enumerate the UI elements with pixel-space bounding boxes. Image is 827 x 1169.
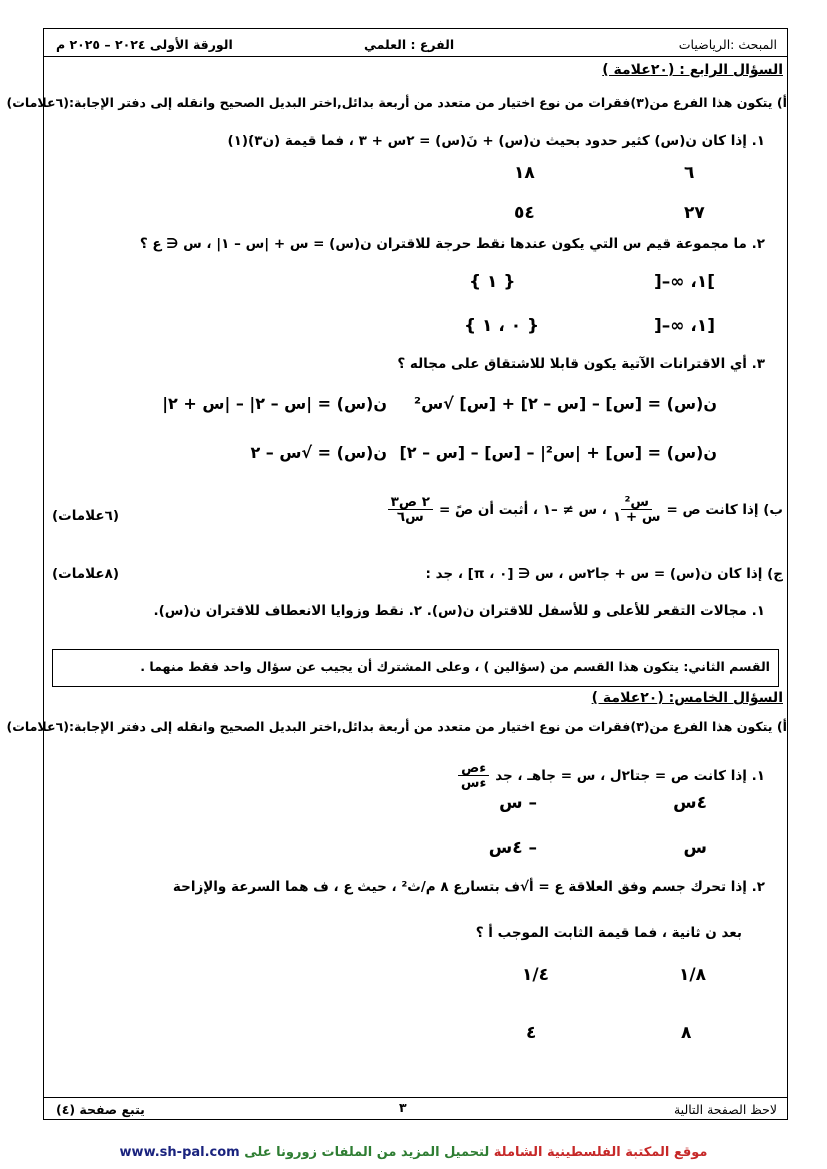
- q4-item1-stem: ١. إذا كان ن(س) كثير حدود بحيث ن(س) + نَ(س) = ٢س + ٣ ، فما قيمة (ن٣)َ(١): [227, 133, 765, 149]
- deriv-denominator: ءس: [460, 775, 487, 792]
- q4-part-c-subitems: ١. مجالات التقعر للأعلى و للأسفل للاقتران ن(س). ٢. نقط وزوايا الانعطاف للاقتران ن(س).: [153, 603, 765, 619]
- q4-item2-opt-c: ]–∞ ،١]: [654, 316, 715, 336]
- footer-divider: [44, 1097, 787, 1098]
- continue-note: يتبع صفحة (٤): [56, 1102, 145, 1117]
- site-url[interactable]: www.sh-pal.com: [119, 1145, 240, 1160]
- q4-item2-opt-d: { ٠ ، ١ }: [464, 316, 540, 336]
- q4-item2-opt-b: { ١ }: [469, 272, 516, 292]
- site-footer: [0, 1145, 827, 1160]
- exam-page: [6, 28, 788, 1120]
- q5-item2-stem1: ٢. إذا تحرك جسم وفق العلاقة ع = أ√ف بتسارع ٨ م/ث² ، حيث ع ، ف هما السرعة والإزاحة: [172, 879, 765, 895]
- frac2-denominator: س٦: [396, 509, 424, 526]
- subject-label: المبحث :الرياضيات: [678, 37, 777, 52]
- next-page-note: لاحظ الصفحة التالية: [673, 1102, 777, 1117]
- q4-part-b-frac2: [388, 495, 433, 524]
- q5-item2-stem2: بعد ن ثانية ، فما قيمة الثابت الموجب أ ؟: [475, 925, 742, 941]
- q4-part-c-marks: (٨علامات): [52, 566, 120, 582]
- paper-label: الورقة الأولى ٢٠٢٤ – ٢٠٢٥ م: [56, 37, 233, 52]
- q4-item3-opt-d: ن(س) = √س – ٢: [250, 443, 387, 462]
- branch-label: الفرع : العلمي: [364, 37, 455, 52]
- q4-part-a: أ) يتكون هذا الفرع من(٣)فقرات من نوع اختيار من متعدد من أربعة بدائل,اختر البديل الصحيح وانقله إلى دفتر الإجابة:(٦علامات): [6, 95, 787, 110]
- q4-part-b: [388, 495, 783, 524]
- q4-item3-opt-a: ن(س) = [س] – [س – ٢] + [س] √س²: [414, 394, 717, 413]
- download-text: لتحميل المزيد من الملفات زورونا على: [244, 1145, 490, 1160]
- q5-item2-opt-d: ٤: [526, 1023, 537, 1043]
- deriv-numerator: ءص: [458, 761, 489, 776]
- q5-item1: [458, 761, 765, 790]
- q5-item1-opt-d: – ٤س: [488, 838, 537, 858]
- q5-item1-stem: ١. إذا كانت ص = جتا٢ل ، س = جاهـ ، جد: [495, 767, 765, 784]
- page-number: ٣: [399, 1100, 407, 1115]
- q4-item1-opt-d: ٥٤: [514, 203, 535, 223]
- q5-part-a: أ) يتكون هذا الفرع من(٣)فقرات من نوع اختيار من متعدد من أربعة بدائل,اختر البديل الصحيح وانقله إلى دفتر الإجابة:(٦علامات): [6, 719, 787, 734]
- q4-title: السؤال الرابع : (٢٠علامة ): [602, 62, 783, 78]
- q4-part-b-frac1: [613, 495, 661, 524]
- frac1-numerator: س²: [621, 495, 652, 510]
- q5-item2-opt-b: ١/٤: [522, 965, 549, 985]
- q4-item3-stem: ٣. أي الاقترانات الآتية يكون قابلا للاشتقاق على مجاله ؟: [397, 356, 765, 372]
- frac1-denominator: س + ١: [612, 509, 661, 526]
- q4-item1-opt-c: ٢٧: [684, 203, 705, 223]
- section2-note: القسم الثاني: يتكون هذا القسم من (سؤالين ) ، وعلى المشترك أن يجيب عن سؤال واحد فقط منهما .: [140, 659, 770, 674]
- q4-item2-opt-a: ]–∞ ،١[: [654, 272, 715, 292]
- frac2-numerator: ٢ ص٣: [388, 495, 433, 510]
- q4-item1-opt-b: ١٨: [514, 163, 535, 183]
- q5-item1-opt-a: ٤س: [673, 793, 707, 813]
- q4-part-b-marks: (٦علامات): [52, 508, 120, 524]
- q4-part-b-condition: ، س ≠ –١ ، أثبت أن صً =: [439, 501, 607, 518]
- q5-item2-opt-c: ٨: [681, 1023, 692, 1043]
- q4-part-c: ج) إذا كان ن(س) = س + جا٢س ، س ∈ [٠ ، π] ، جد :: [425, 566, 783, 582]
- site-name: موقع المكتبة الفلسطينية الشاملة: [493, 1145, 708, 1160]
- header-divider: [44, 56, 787, 57]
- q5-title: السؤال الخامس: (٢٠علامة ): [591, 690, 783, 706]
- q5-item1-opt-c: س: [683, 838, 707, 858]
- section2-box: [52, 649, 779, 687]
- q4-item3-opt-b: ن(س) = |س – ٢| – |س + ٢|: [162, 394, 387, 413]
- q4-item2-stem: ٢. ما مجموعة قيم س التي يكون عندها نقط حرجة للاقتران ن(س) = س + |س – ١| ، س ∈ ع ؟: [139, 236, 765, 252]
- q4-item1-opt-a: ٦: [684, 163, 695, 183]
- q4-item3-opt-c: ن(س) = [س] + |س²| – [س] – [س – ٢]: [399, 443, 717, 462]
- q4-part-b-label: ب) إذا كانت ص =: [666, 501, 783, 518]
- q5-item1-derivative: [458, 761, 489, 790]
- q5-item2-opt-a: ١/٨: [679, 965, 706, 985]
- q5-item1-opt-b: – س: [499, 793, 537, 813]
